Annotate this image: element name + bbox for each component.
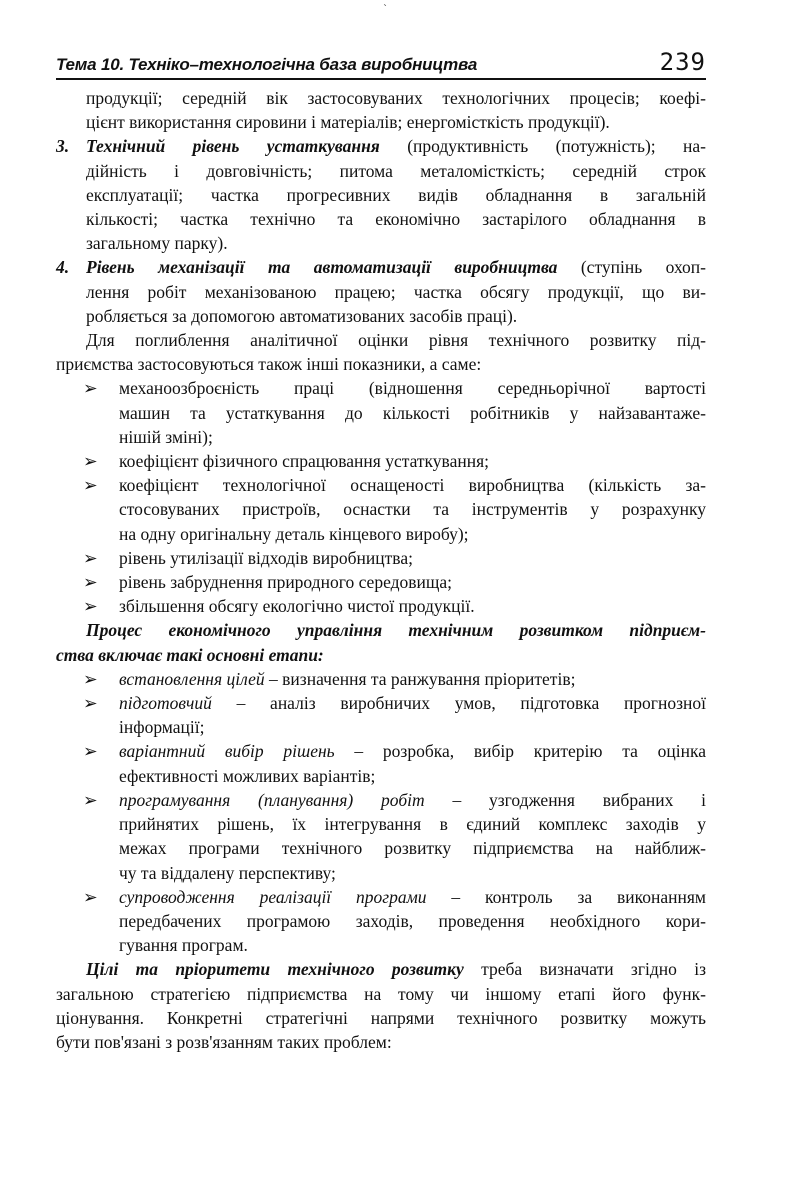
text-line: загальному парку).	[86, 233, 228, 254]
item-text: (продуктивність (потужність); на-	[379, 136, 707, 157]
list-item	[56, 570, 706, 594]
item-text: треба визначати згідно із	[463, 959, 706, 980]
text-line	[56, 255, 706, 279]
text-line: дійність і довговічність; питома металомісткість; середній строк	[86, 160, 706, 181]
item-term: Технічний рівень устаткування	[86, 136, 380, 157]
text-line	[56, 473, 706, 497]
arrow-bullet-icon: ➢	[83, 693, 98, 714]
item-number: 4.	[56, 257, 70, 278]
item-term: Рівень механізації та автоматизації виробництва	[86, 257, 558, 278]
text-line: приємства застосовуються також інші показники, а саме:	[56, 354, 482, 375]
item-text: – аналіз виробничих умов, підготовка прогнозної	[211, 693, 706, 714]
item-text: механоозброєність праці (відношення середньорічної вартості	[119, 378, 706, 399]
arrow-bullet-icon: ➢	[83, 475, 98, 496]
arrow-bullet-icon: ➢	[83, 572, 98, 593]
text-line	[56, 449, 706, 473]
text-line: бути пов'язані з розв'язанням таких проблем:	[56, 1031, 392, 1052]
list-item	[56, 376, 706, 449]
text-line: гування програм.	[119, 935, 248, 956]
text-line	[56, 594, 706, 618]
page-body	[56, 86, 706, 1054]
list-item	[56, 788, 706, 885]
stage-term: підготовчий	[119, 693, 212, 714]
arrow-bullet-icon: ➢	[83, 596, 98, 617]
text-line	[56, 546, 706, 570]
top-mark: ˋ	[383, 4, 388, 15]
indicator-list	[56, 376, 706, 618]
text-line: цієнт використання сировини і матеріалів; енергомісткість продукції).	[86, 112, 610, 133]
text-line: на одну оригінальну деталь кінцевого виробу);	[119, 523, 469, 544]
text-line: ефективності можливих варіантів;	[119, 765, 376, 786]
stages-list	[56, 667, 706, 957]
text-line: експлуатації; частка прогресивних видів обладнання в загальній	[86, 184, 706, 205]
stage-term: програмування (планування) робіт	[119, 789, 425, 810]
item-text: коефіцієнт технологічної оснащеності виробництва (кількість за-	[119, 475, 706, 496]
item-text: збільшення обсягу екологічно чистої продукції.	[119, 596, 475, 617]
text-line	[56, 667, 706, 691]
item-number: 3.	[56, 136, 70, 157]
text-line: ства включає такі основні етапи:	[56, 644, 324, 665]
paragraph-process	[56, 618, 706, 666]
text-line: межах програми технічного розвитку підприємства на найближ-	[119, 838, 706, 859]
arrow-bullet-icon: ➢	[83, 741, 98, 762]
text-line: стосовуваних пристроїв, оснастки та інструментів у розрахунку	[119, 499, 706, 520]
text-line: продукції; середній вік застосовуваних технологічних процесів; коефі-	[86, 88, 706, 108]
list-item	[56, 449, 706, 473]
item-text: рівень забруднення природного середовища;	[119, 572, 452, 593]
text-line: кількості; частка технічно та економічно застарілого обладнання в	[86, 209, 706, 230]
item-text: (ступінь охоп-	[557, 257, 706, 278]
text-line: Для поглиблення аналітичної оцінки рівня технічного розвитку під-	[86, 330, 706, 351]
text-line: чу та віддалену перспективу;	[119, 862, 336, 883]
running-header	[56, 50, 706, 80]
text-line: робляється за допомогою автоматизованих засобів праці).	[86, 305, 518, 326]
list-item-4	[56, 255, 706, 328]
arrow-bullet-icon: ➢	[83, 789, 98, 810]
item-text: – узгодження вибраних і	[424, 789, 706, 810]
list-item	[56, 473, 706, 546]
list-item-3	[56, 134, 706, 255]
text-line	[56, 957, 706, 981]
list-item	[56, 885, 706, 958]
paragraph-goals	[56, 957, 706, 1054]
text-line	[56, 376, 706, 400]
arrow-bullet-icon: ➢	[83, 668, 98, 689]
paragraph-indicators	[56, 328, 706, 376]
text-line: передбачених програмою заходів, проведення необхідного кори-	[119, 910, 706, 931]
item-text: рівень утилізації відходів виробництва;	[119, 547, 413, 568]
text-line	[56, 570, 706, 594]
arrow-bullet-icon: ➢	[83, 547, 98, 568]
text-line	[56, 739, 706, 763]
text-line	[56, 691, 706, 715]
item-text: – визначення та ранжування пріоритетів;	[264, 668, 576, 689]
arrow-bullet-icon: ➢	[83, 886, 98, 907]
text-line: нішій зміні);	[119, 426, 213, 447]
list-item	[56, 739, 706, 787]
stage-term: встановлення цілей	[119, 668, 265, 689]
list-item	[56, 667, 706, 691]
arrow-bullet-icon: ➢	[83, 378, 98, 399]
text-line	[56, 788, 706, 812]
list-item	[56, 691, 706, 739]
item-text: коефіцієнт фізичного спрацювання устаткування;	[119, 451, 489, 472]
item-text: – контроль за виконанням	[426, 886, 707, 907]
text-line: Процес економічного управління технічним розвитком підприєм-	[86, 620, 706, 641]
stage-term: супроводження реалізації програми	[119, 886, 427, 907]
text-line	[56, 885, 706, 909]
text-line: загальною стратегією підприємства на тому чи іншому етапі його функ-	[56, 983, 706, 1004]
text-line	[56, 134, 706, 158]
text-line: прийнятих рішень, їх інтегрування в єдиний комплекс заходів у	[119, 814, 706, 835]
text-line: машин та устаткування до кількості робітників у найзавантаже-	[119, 402, 706, 423]
item-text: – розробка, вибір критерію та оцінка	[334, 741, 706, 762]
continuation-text	[56, 86, 706, 134]
list-item	[56, 546, 706, 570]
stage-term: варіантний вибір рішень	[119, 741, 335, 762]
text-line: інформації;	[119, 717, 205, 738]
page-number: 239	[659, 48, 706, 76]
arrow-bullet-icon: ➢	[83, 451, 98, 472]
text-line: ціонування. Конкретні стратегічні напрями технічного розвитку можуть	[56, 1007, 706, 1028]
list-item	[56, 594, 706, 618]
goals-term: Цілі та пріоритети технічного розвитку	[86, 959, 464, 980]
text-line: лення робіт механізованою працею; частка обсягу продукції, що ви-	[86, 281, 706, 302]
header-title: Тема 10. Техніко–технологічна база виробництва	[56, 55, 478, 74]
